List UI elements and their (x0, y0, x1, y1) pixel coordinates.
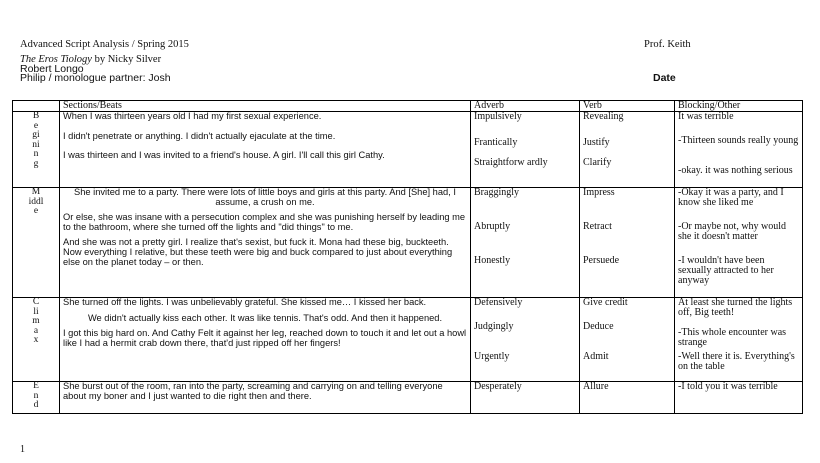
blocking-text: -I wouldn't have been sexually attracted to her anyway (678, 255, 774, 286)
blocking-text: -okay. it was nothing serious (678, 165, 793, 176)
date-label: Date (653, 72, 676, 84)
verb-cell (580, 188, 675, 298)
column-header-adverb: Adverb (471, 101, 580, 112)
blocking-cell (675, 112, 803, 188)
adverb-cell (471, 298, 580, 382)
student-name: Robert Longo (20, 63, 84, 75)
beat-text: Or else, she was insane with a persecution complex and she was punishing herself by leading me to the bathroom, where she turned off the lights and "did things" to me. (63, 212, 466, 232)
blocking-text: It was terrible (678, 111, 734, 122)
play-author: by Nicky Silver (94, 54, 162, 65)
adverb-text: Abruptly (474, 221, 511, 232)
blocking-text: At least she turned the lights off, Big teeth! (678, 297, 793, 318)
verb-cell (580, 382, 675, 414)
verb-text: Admit (583, 351, 609, 362)
section-label-end: E n d (13, 382, 60, 414)
column-header-beats: Sections/Beats (60, 101, 471, 112)
beat-text: When I was thirteen years old I had my first sexual experience. (63, 111, 322, 121)
verb-cell (580, 298, 675, 382)
verb-text: Persuede (583, 255, 620, 266)
adverb-text: Braggingly (474, 187, 519, 198)
beat-text: She burst out of the room, ran into the party, screaming and carrying on and telling everyone about my boner and I just wanted to die right then and there. (63, 381, 443, 401)
table-row-climax (13, 298, 803, 382)
adverb-text: Urgently (474, 351, 510, 362)
beats-cell (60, 382, 471, 414)
blocking-text: -Or maybe not, why would she it doesn't matter (678, 221, 787, 242)
page-number: 1 (20, 444, 25, 455)
section-label-middle: M iddl e (13, 188, 60, 298)
play-title: The Eros Tiology (20, 54, 92, 65)
verb-text: Clarify (583, 157, 612, 168)
beat-text: We didn't actually kiss each other. It was like tennis. That's odd. And then it happened. (87, 312, 443, 323)
section-label-climax: C li m a x (13, 298, 60, 382)
beat-text: She invited me to a party. There were lots of little boys and girls at this party. And [She] had, I assume, a crush on me. (74, 187, 456, 207)
section-label-beginning: B e gi ni n g (13, 112, 60, 188)
course-title: Advanced Script Analysis / Spring 2015 (20, 39, 189, 50)
beat-text: I got this big hard on. And Cathy Felt it against her leg, reached down to touch it and let out a howl like I had a hermit crab down there, that'd just ripped off her fingers! (63, 328, 467, 348)
blocking-cell (675, 188, 803, 298)
verb-text: Allure (583, 381, 609, 392)
beat-text: And she was not a pretty girl. I realize that's sexist, but fuck it. Mona had these big, buckteeth. Now everything I relative, but these teeth were big and buck compared to just about everything else on the planet today – or then. (63, 237, 453, 267)
role-line: Philip / monologue partner: Josh (20, 72, 171, 84)
beat-text: She turned off the lights. I was unbelievably grateful. She kissed me… I kissed her back. (63, 297, 427, 307)
blocking-text: -Okay it was a party, and I know she liked me (678, 187, 784, 208)
beats-cell (60, 188, 471, 298)
table-row-end (13, 382, 803, 414)
adverb-text: Frantically (474, 137, 518, 148)
beat-text: I didn't penetrate or anything. I didn't actually ejaculate at the time. (63, 130, 336, 141)
adverb-text: Honestly (474, 255, 511, 266)
beats-cell (60, 298, 471, 382)
adverb-cell (471, 112, 580, 188)
verb-text: Give credit (583, 297, 628, 308)
verb-text: Impress (583, 187, 615, 198)
verb-text: Deduce (583, 321, 614, 332)
verb-text: Justify (583, 137, 610, 148)
script-analysis-table (12, 100, 803, 414)
verb-text: Retract (583, 221, 612, 232)
table-row-middle (13, 188, 803, 298)
beat-text: I was thirteen and I was invited to a friend's house. A girl. I'll call this girl Cathy. (63, 150, 385, 161)
verb-cell (580, 112, 675, 188)
column-header-blocking: Blocking/Other (675, 101, 803, 112)
table-row-beginning (13, 112, 803, 188)
blocking-text: -I told you it was terrible (678, 381, 778, 392)
blocking-text: -Well there it is. Everything's on the table (678, 351, 795, 372)
instructor-name: Prof. Keith (644, 39, 691, 50)
table-header-row (13, 101, 803, 112)
blocking-cell (675, 298, 803, 382)
adverb-text: Judgingly (474, 321, 514, 332)
column-header-verb: Verb (580, 101, 675, 112)
adverb-text: Straightforw ardly (474, 157, 548, 168)
adverb-cell (471, 382, 580, 414)
column-header-section (13, 101, 60, 112)
adverb-text: Impulsively (474, 111, 522, 122)
adverb-text: Defensively (474, 297, 523, 308)
verb-text: Revealing (583, 111, 624, 122)
beats-cell (60, 112, 471, 188)
adverb-cell (471, 188, 580, 298)
blocking-text: -Thirteen sounds really young (678, 135, 799, 146)
adverb-text: Desperately (474, 381, 522, 392)
blocking-text: -This whole encounter was strange (678, 327, 787, 348)
blocking-cell (675, 382, 803, 414)
